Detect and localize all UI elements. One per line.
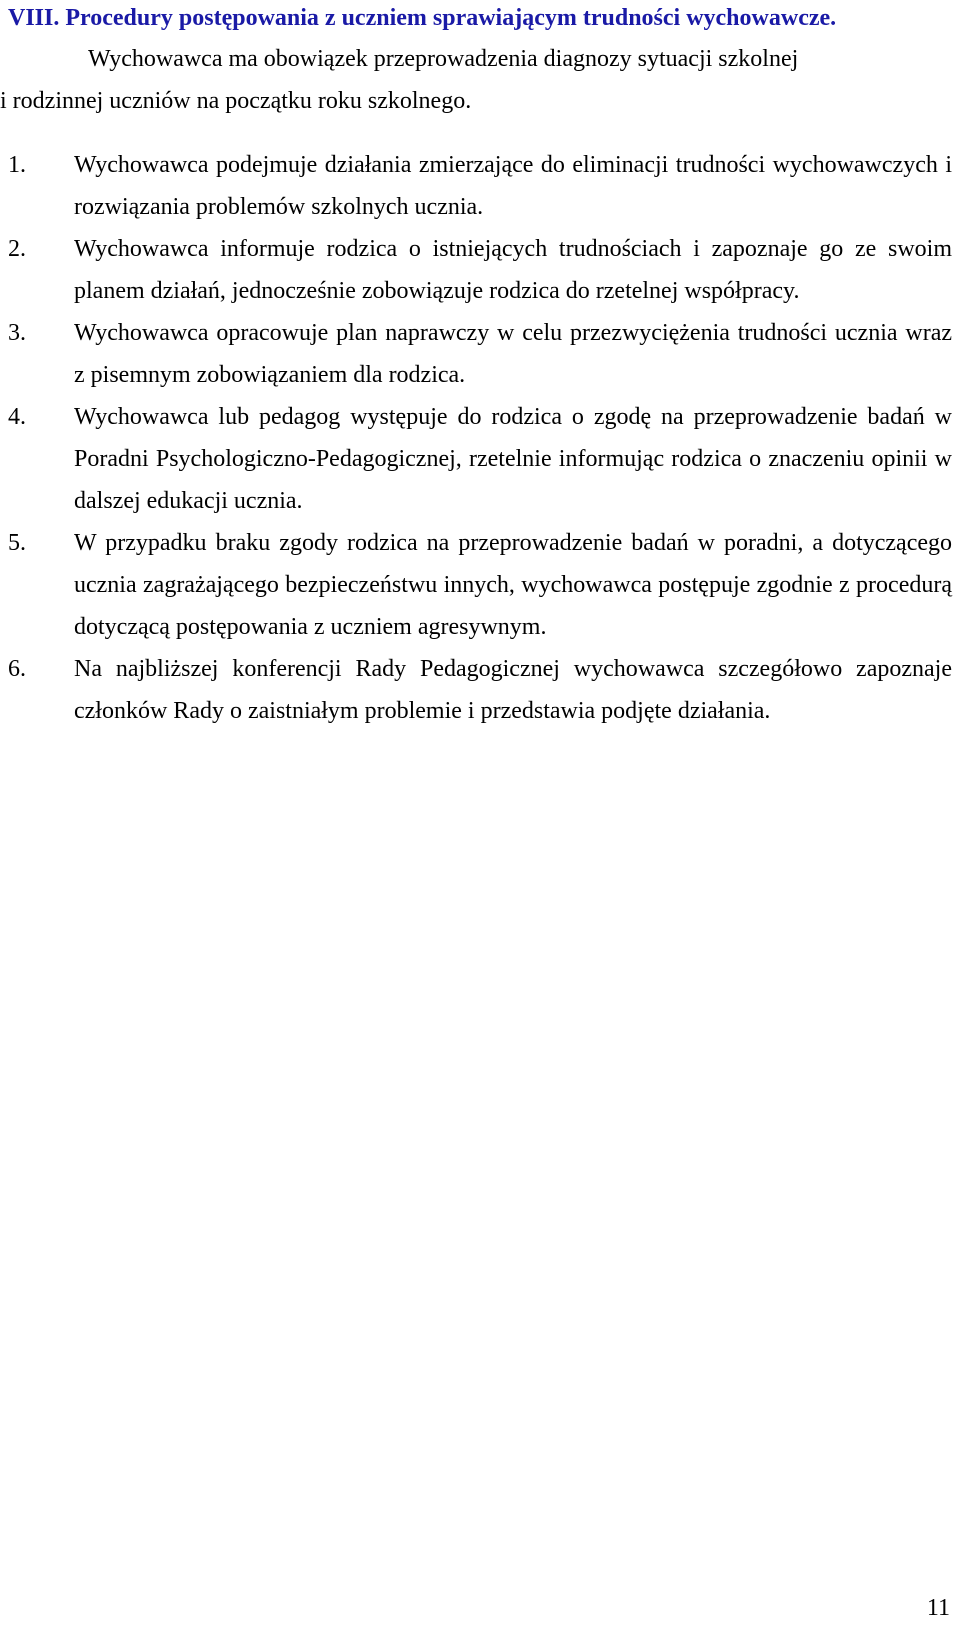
procedure-list: [0, 144, 952, 732]
list-item-text: Wychowawca podejmuje działania zmierzające do eliminacji trudności wychowawczych i rozwiązania problemów szkolnych ucznia.: [74, 152, 952, 220]
list-item-number: 2.: [8, 236, 26, 262]
list-item: [0, 228, 952, 312]
list-item-number: 6.: [8, 656, 26, 682]
list-item-number: 5.: [8, 530, 26, 556]
intro-paragraph: [0, 38, 952, 122]
section-title: VIII. Procedury postępowania z uczniem sprawiającym trudności wychowawcze.: [8, 5, 837, 31]
list-item: [0, 396, 952, 522]
list-item-text: W przypadku braku zgody rodzica na przeprowadzenie badań w poradni, a dotyczącego ucznia zagrażającego bezpieczeństwu innych, wychowawca postępuje zgodnie z procedurą dotyczącą postępowania z uczniem agresywnym.: [74, 530, 952, 640]
list-item: [0, 522, 952, 648]
list-item: [0, 312, 952, 396]
intro-line-1: Wychowawca ma obowiązek przeprowadzenia diagnozy sytuacji szkolnej: [88, 46, 799, 72]
list-item-text: Wychowawca lub pedagog występuje do rodzica o zgodę na przeprowadzenie badań w Poradni Psychologiczno-Pedagogicznej, rzetelnie informując rodzica o znaczeniu opinii w dalszej edukacji ucznia.: [74, 404, 952, 514]
list-item-text: Wychowawca opracowuje plan naprawczy w celu przezwyciężenia trudności ucznia wraz z pisemnym zobowiązaniem dla rodzica.: [74, 320, 952, 388]
page-number: 11: [926, 1595, 950, 1621]
list-item: [0, 648, 952, 732]
list-item-text: Wychowawca informuje rodzica o istniejących trudnościach i zapoznaje go ze swoim planem działań, jednocześnie zobowiązuje rodzica do rzetelnej współpracy.: [74, 236, 952, 304]
list-item-number: 3.: [8, 320, 26, 346]
list-item-text: Na najbliższej konferencji Rady Pedagogicznej wychowawca szczegółowo zapoznaje członków Rady o zaistniałym problemie i przedstawia podjęte działania.: [74, 656, 952, 724]
list-item-number: 1.: [8, 152, 26, 178]
intro-line-2: i rodzinnej uczniów na początku roku szkolnego.: [0, 88, 472, 114]
list-item-number: 4.: [8, 404, 26, 430]
list-item: [0, 144, 952, 228]
